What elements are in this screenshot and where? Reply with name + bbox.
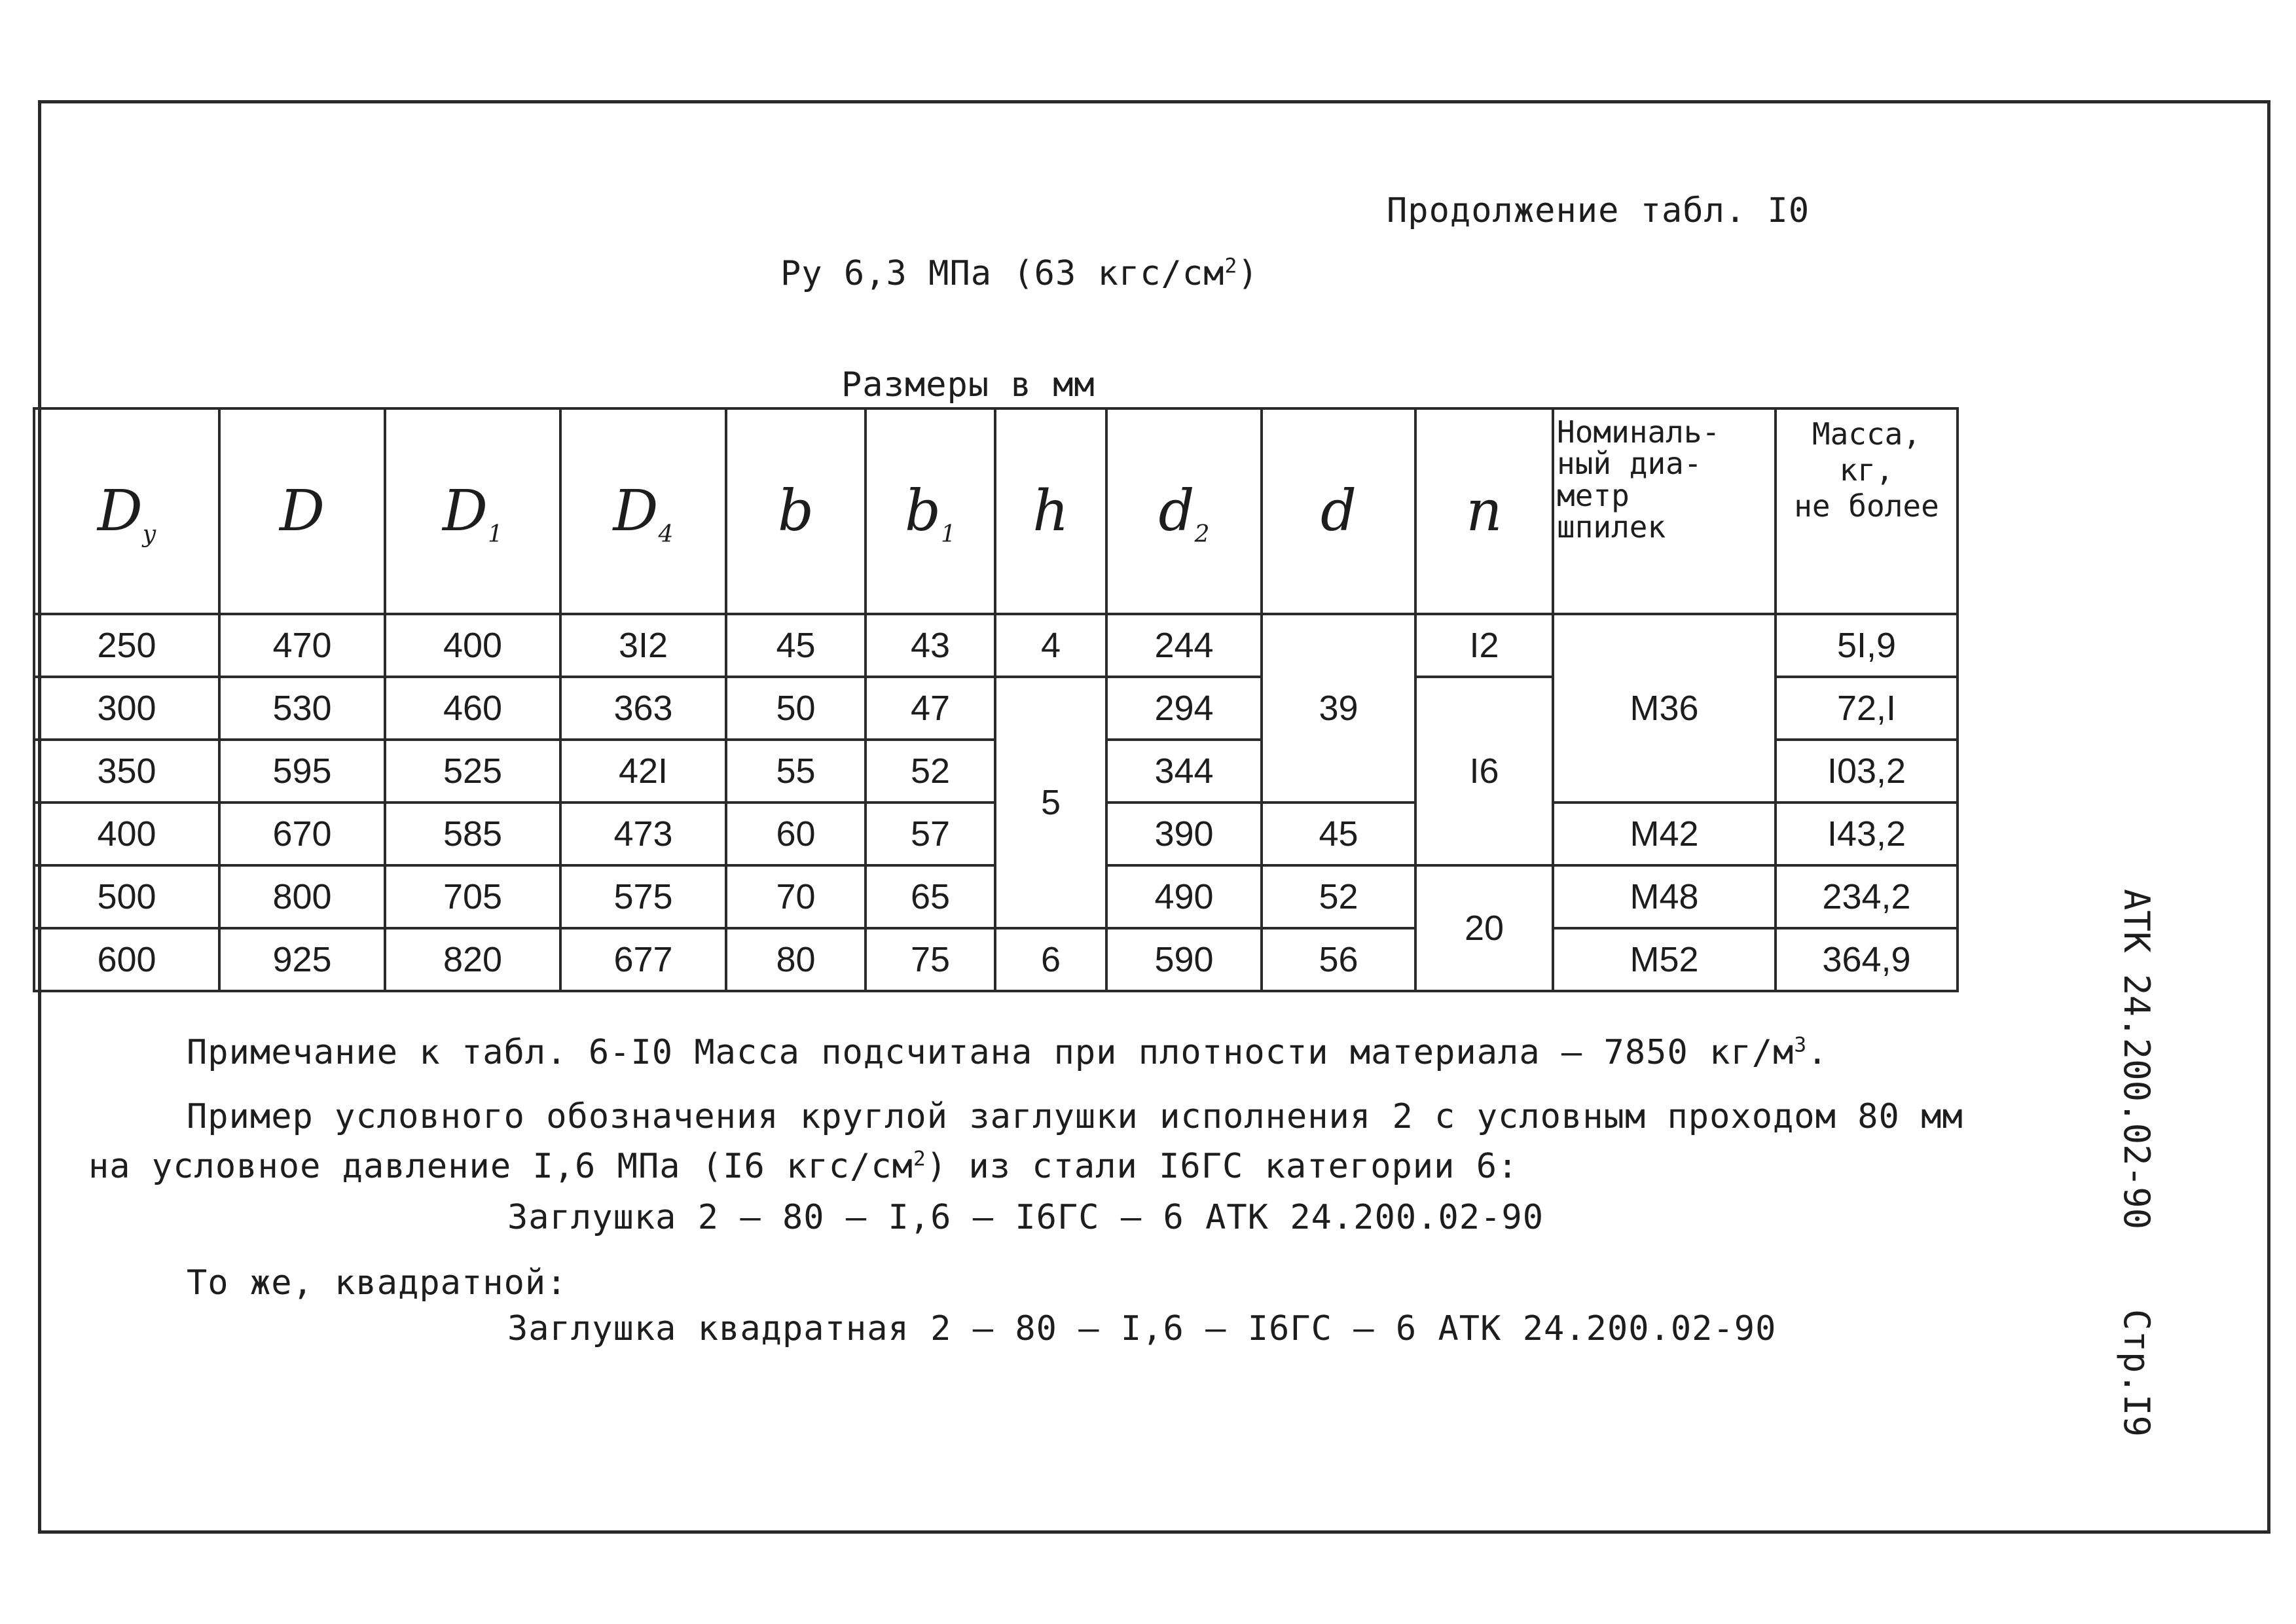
designation-round: Заглушка 2 – 80 – I,6 – I6ГС – 6 АТК 24.200.02-90: [507, 1198, 1544, 1237]
col-d2-symbol: d: [1158, 478, 1195, 544]
col-d-big-header: [219, 408, 385, 614]
example-line-1: Пример условного обозначения круглой заглушки исполнения 2 с условным проходом 80 мм: [187, 1097, 1963, 1136]
cell-b1: 75: [866, 928, 995, 991]
cell-b1: 43: [866, 614, 995, 677]
col-dy-symbol: D: [97, 478, 143, 544]
cell-dy: 500: [34, 865, 219, 928]
example-line-2: [88, 1147, 1518, 1186]
cell-stud: М52: [1553, 928, 1776, 991]
col-dy-header: [34, 408, 219, 614]
cell-d-small: 45: [1262, 803, 1415, 865]
cell-d2: 294: [1106, 677, 1262, 740]
col-h-symbol: h: [1032, 478, 1069, 544]
units-label: Размеры в мм: [841, 365, 1095, 405]
col-d1-symbol: D: [443, 478, 488, 544]
pressure-heading-end: ): [1237, 254, 1259, 293]
cell-h: 6: [995, 928, 1106, 991]
cell-n: I2: [1415, 614, 1553, 677]
col-d1-header: [385, 408, 560, 614]
cell-b1: 52: [866, 740, 995, 803]
cell-b1: 57: [866, 803, 995, 865]
cell-mass: 5I,9: [1776, 614, 1958, 677]
cell-d-big: 800: [219, 865, 385, 928]
cell-b: 60: [726, 803, 866, 865]
cell-dy: 250: [34, 614, 219, 677]
col-d1-sub: 1: [487, 520, 503, 549]
cell-mass: 72,I: [1776, 677, 1958, 740]
cell-d-small: 56: [1262, 928, 1415, 991]
col-d-small-symbol: d: [1320, 478, 1357, 544]
density-note-end: .: [1807, 1033, 1829, 1072]
cell-b1: 47: [866, 677, 995, 740]
cell-stud: М36: [1553, 614, 1776, 803]
density-note: [187, 1033, 1828, 1072]
col-n-header: [1415, 408, 1553, 614]
col-n-symbol: n: [1466, 478, 1503, 544]
cell-b: 70: [726, 865, 866, 928]
col-d4-header: [560, 408, 726, 614]
cell-d4: 473: [560, 803, 726, 865]
cell-b: 55: [726, 740, 866, 803]
cell-d-big: 470: [219, 614, 385, 677]
cell-d2: 590: [1106, 928, 1262, 991]
col-mass-header: Масса, кг, не более: [1776, 408, 1958, 614]
table-header-row: [34, 408, 1958, 614]
cell-h: 4: [995, 614, 1106, 677]
col-d2-sub: 2: [1194, 520, 1210, 549]
cell-b: 80: [726, 928, 866, 991]
col-h-header: [995, 408, 1106, 614]
density-note-text: Примечание к табл. 6-I0 Масса подсчитана при плотности материала – 7850 кг/м: [187, 1033, 1795, 1072]
cell-d2: 244: [1106, 614, 1262, 677]
col-d4-sub: 4: [658, 520, 674, 549]
cell-dy: 300: [34, 677, 219, 740]
cell-d2: 490: [1106, 865, 1262, 928]
cell-dy: 350: [34, 740, 219, 803]
cell-b: 45: [726, 614, 866, 677]
cell-d4: 677: [560, 928, 726, 991]
side-doc-code: АТК 24.200.02-90: [2116, 889, 2157, 1230]
cell-stud: М42: [1553, 803, 1776, 865]
cell-h: 5: [995, 677, 1106, 928]
cell-mass: I03,2: [1776, 740, 1958, 803]
cell-d4: 42I: [560, 740, 726, 803]
cell-mass: 234,2: [1776, 865, 1958, 928]
cell-d4: 363: [560, 677, 726, 740]
col-d2-header: [1106, 408, 1262, 614]
pressure-heading: [780, 254, 1259, 293]
cell-dy: 600: [34, 928, 219, 991]
cell-b: 50: [726, 677, 866, 740]
cell-d4: 3I2: [560, 614, 726, 677]
col-b1-header: [866, 408, 995, 614]
cell-d-big: 595: [219, 740, 385, 803]
col-b1-symbol: b: [904, 478, 941, 544]
col-d4-symbol: D: [613, 478, 659, 544]
cell-d-small: 52: [1262, 865, 1415, 928]
density-note-sup: 3: [1794, 1033, 1808, 1057]
example-line-2-text: на условное давление I,6 МПа (I6 кгс/см: [88, 1147, 913, 1186]
cell-b1: 65: [866, 865, 995, 928]
cell-d1: 820: [385, 928, 560, 991]
col-stud-header: Номиналь- ный диа- метр шпилек: [1553, 408, 1776, 614]
col-d-small-header: [1262, 408, 1415, 614]
cell-d1: 585: [385, 803, 560, 865]
col-b-symbol: b: [777, 478, 814, 544]
col-d-big-symbol: D: [280, 478, 325, 544]
side-page-number: Стр.I9: [2116, 1309, 2157, 1437]
pressure-heading-sup: 2: [1224, 254, 1238, 278]
col-b1-sub: 1: [941, 520, 957, 549]
cell-mass: 364,9: [1776, 928, 1958, 991]
flange-table: [33, 407, 1959, 992]
cell-d1: 525: [385, 740, 560, 803]
cell-dy: 400: [34, 803, 219, 865]
col-b-header: [726, 408, 866, 614]
continuation-label: Продолжение табл. I0: [1387, 191, 1810, 230]
table-row: [34, 928, 1958, 991]
example-line-2-end: ) из стали I6ГС категории 6:: [926, 1147, 1519, 1186]
table-row: [34, 614, 1958, 677]
cell-d-small: 39: [1262, 614, 1415, 803]
cell-d1: 460: [385, 677, 560, 740]
cell-d2: 344: [1106, 740, 1262, 803]
pressure-heading-text: Ру 6,3 МПа (63 кгс/см: [780, 254, 1225, 293]
example-line-2-sup: 2: [913, 1147, 926, 1171]
cell-stud: М48: [1553, 865, 1776, 928]
cell-n: I6: [1415, 677, 1553, 865]
cell-d2: 390: [1106, 803, 1262, 865]
same-square-label: То же, квадратной:: [187, 1263, 568, 1303]
cell-mass: I43,2: [1776, 803, 1958, 865]
cell-d4: 575: [560, 865, 726, 928]
cell-d1: 400: [385, 614, 560, 677]
cell-n: 20: [1415, 865, 1553, 991]
cell-d-big: 530: [219, 677, 385, 740]
cell-d-big: 670: [219, 803, 385, 865]
col-dy-sub: y: [142, 520, 156, 549]
cell-d-big: 925: [219, 928, 385, 991]
designation-square: Заглушка квадратная 2 – 80 – I,6 – I6ГС – 6 АТК 24.200.02-90: [507, 1309, 1777, 1348]
cell-d1: 705: [385, 865, 560, 928]
